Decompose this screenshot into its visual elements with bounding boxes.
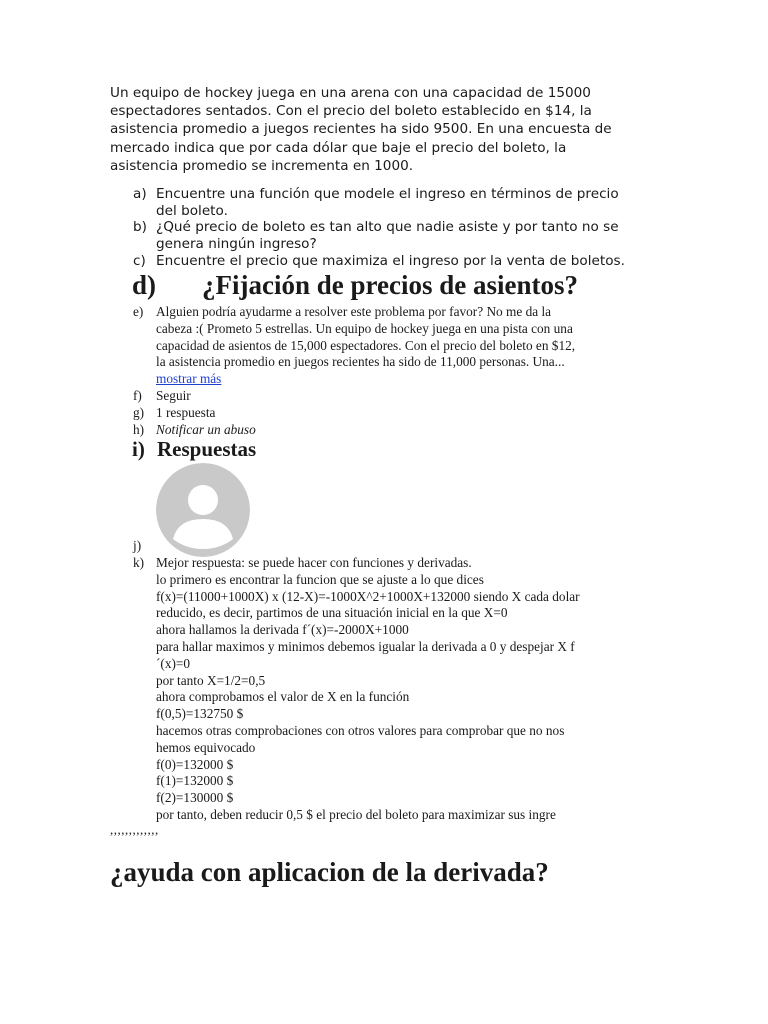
answer-line: por tanto, deben reducir 0,5 $ el precio del boleto para maximizar sus ingre	[156, 806, 556, 822]
body-line: cabeza :( Prometo 5 estrellas. Un equipo de hockey juega en una pista con una	[156, 320, 573, 336]
answer-line: por tanto X=1/2=0,5	[156, 672, 266, 688]
answer-line: Mejor respuesta: se puede hacer con funciones y derivadas.	[156, 555, 472, 570]
list-label: c)	[133, 253, 146, 269]
list-label: d)	[132, 270, 157, 300]
question-line: del boleto.	[156, 203, 228, 219]
answer-line: hemos equivocado	[156, 739, 256, 755]
body-line: la asistencia promedio en juegos recientes ha sido de 11,000 personas. Una...	[156, 354, 565, 370]
question-text	[156, 186, 651, 220]
answer-line: lo primero es encontrar la funcion que se ajuste a lo que dices	[156, 571, 484, 587]
list-label: a)	[133, 186, 147, 202]
body-line: Alguien podría ayudarme a resolver este problema por favor? No me da la	[156, 304, 552, 319]
answer-line: f(x)=(11000+1000X) x (12-X)=-1000X^2+1000X+132000 siendo X cada dolar	[156, 588, 580, 604]
list-label: e)	[133, 304, 144, 319]
answer-line: f(0)=132000 $	[156, 756, 234, 772]
intro-line: mercado indica que por cada dólar que baje el precio del boleto, la	[110, 139, 567, 156]
answer-line: para hallar maximos y minimos debemos igualar la derivada a 0 y despejar X f	[156, 638, 575, 654]
answer-line: ahora hallamos la derivada f´(x)=-2000X+1000	[156, 622, 409, 638]
best-answer-text	[156, 555, 661, 824]
list-label: k)	[133, 555, 145, 570]
body-line: capacidad de asientos de 15,000 espectadores. Con el precio del boleto en $12,	[156, 337, 576, 353]
question-line: ¿Qué precio de boleto es tan alto que nadie asiste y por tanto no se	[156, 219, 619, 235]
question-text	[156, 253, 651, 270]
follow-link[interactable]: Seguir	[156, 388, 191, 403]
answer-line: ahora comprobamos el valor de X en la función	[156, 689, 410, 705]
answer-line: hacemos otras comprobaciones con otros valores para comprobar que no nos	[156, 722, 565, 738]
answer-line: f(0,5)=132750 $	[156, 706, 244, 722]
user-avatar-icon	[156, 463, 250, 557]
intro-line: Un equipo de hockey juega en una arena con una capacidad de 15000	[110, 85, 591, 101]
answer-line: f(1)=132000 $	[156, 773, 234, 789]
list-label: h)	[133, 422, 145, 437]
report-abuse-link[interactable]: Notificar un abuso	[156, 422, 256, 437]
answers-title: Respuestas	[157, 437, 257, 461]
question-title: ¿Fijación de precios de asientos?	[202, 270, 578, 300]
intro-paragraph	[110, 84, 650, 175]
answer-line: f(2)=130000 $	[156, 790, 234, 806]
intro-line: asistencia promedio se incrementa en 1000.	[110, 157, 414, 174]
intro-line: espectadores sentados. Con el precio del boleto establecido en $14, la	[110, 103, 592, 120]
question-line: Encuentre una función que modele el ingreso en términos de precio	[156, 186, 619, 202]
list-label: b)	[133, 219, 147, 235]
separator-commas: ,,,,,,,,,,,,,	[110, 822, 159, 837]
list-label: g)	[133, 405, 145, 420]
answer-count: 1 respuesta	[156, 405, 216, 420]
question-text	[156, 219, 651, 253]
list-label: i)	[132, 437, 145, 461]
question-line: genera ningún ingreso?	[156, 236, 317, 252]
answer-line: reducido, es decir, partimos de una situación inicial en la que X=0	[156, 605, 508, 621]
question-line: Encuentre el precio que maximiza el ingreso por la venta de boletos.	[156, 253, 625, 269]
page-title: ¿ayuda con aplicacion de la derivada?	[110, 857, 549, 887]
intro-line: asistencia promedio a juegos recientes ha sido 9500. En una encuesta de	[110, 121, 612, 138]
question-body-text	[156, 304, 661, 388]
show-more-link[interactable]: mostrar más	[156, 371, 222, 387]
list-label: j)	[133, 538, 142, 553]
answer-line: ´(x)=0	[156, 655, 191, 671]
list-label: f)	[133, 388, 142, 403]
